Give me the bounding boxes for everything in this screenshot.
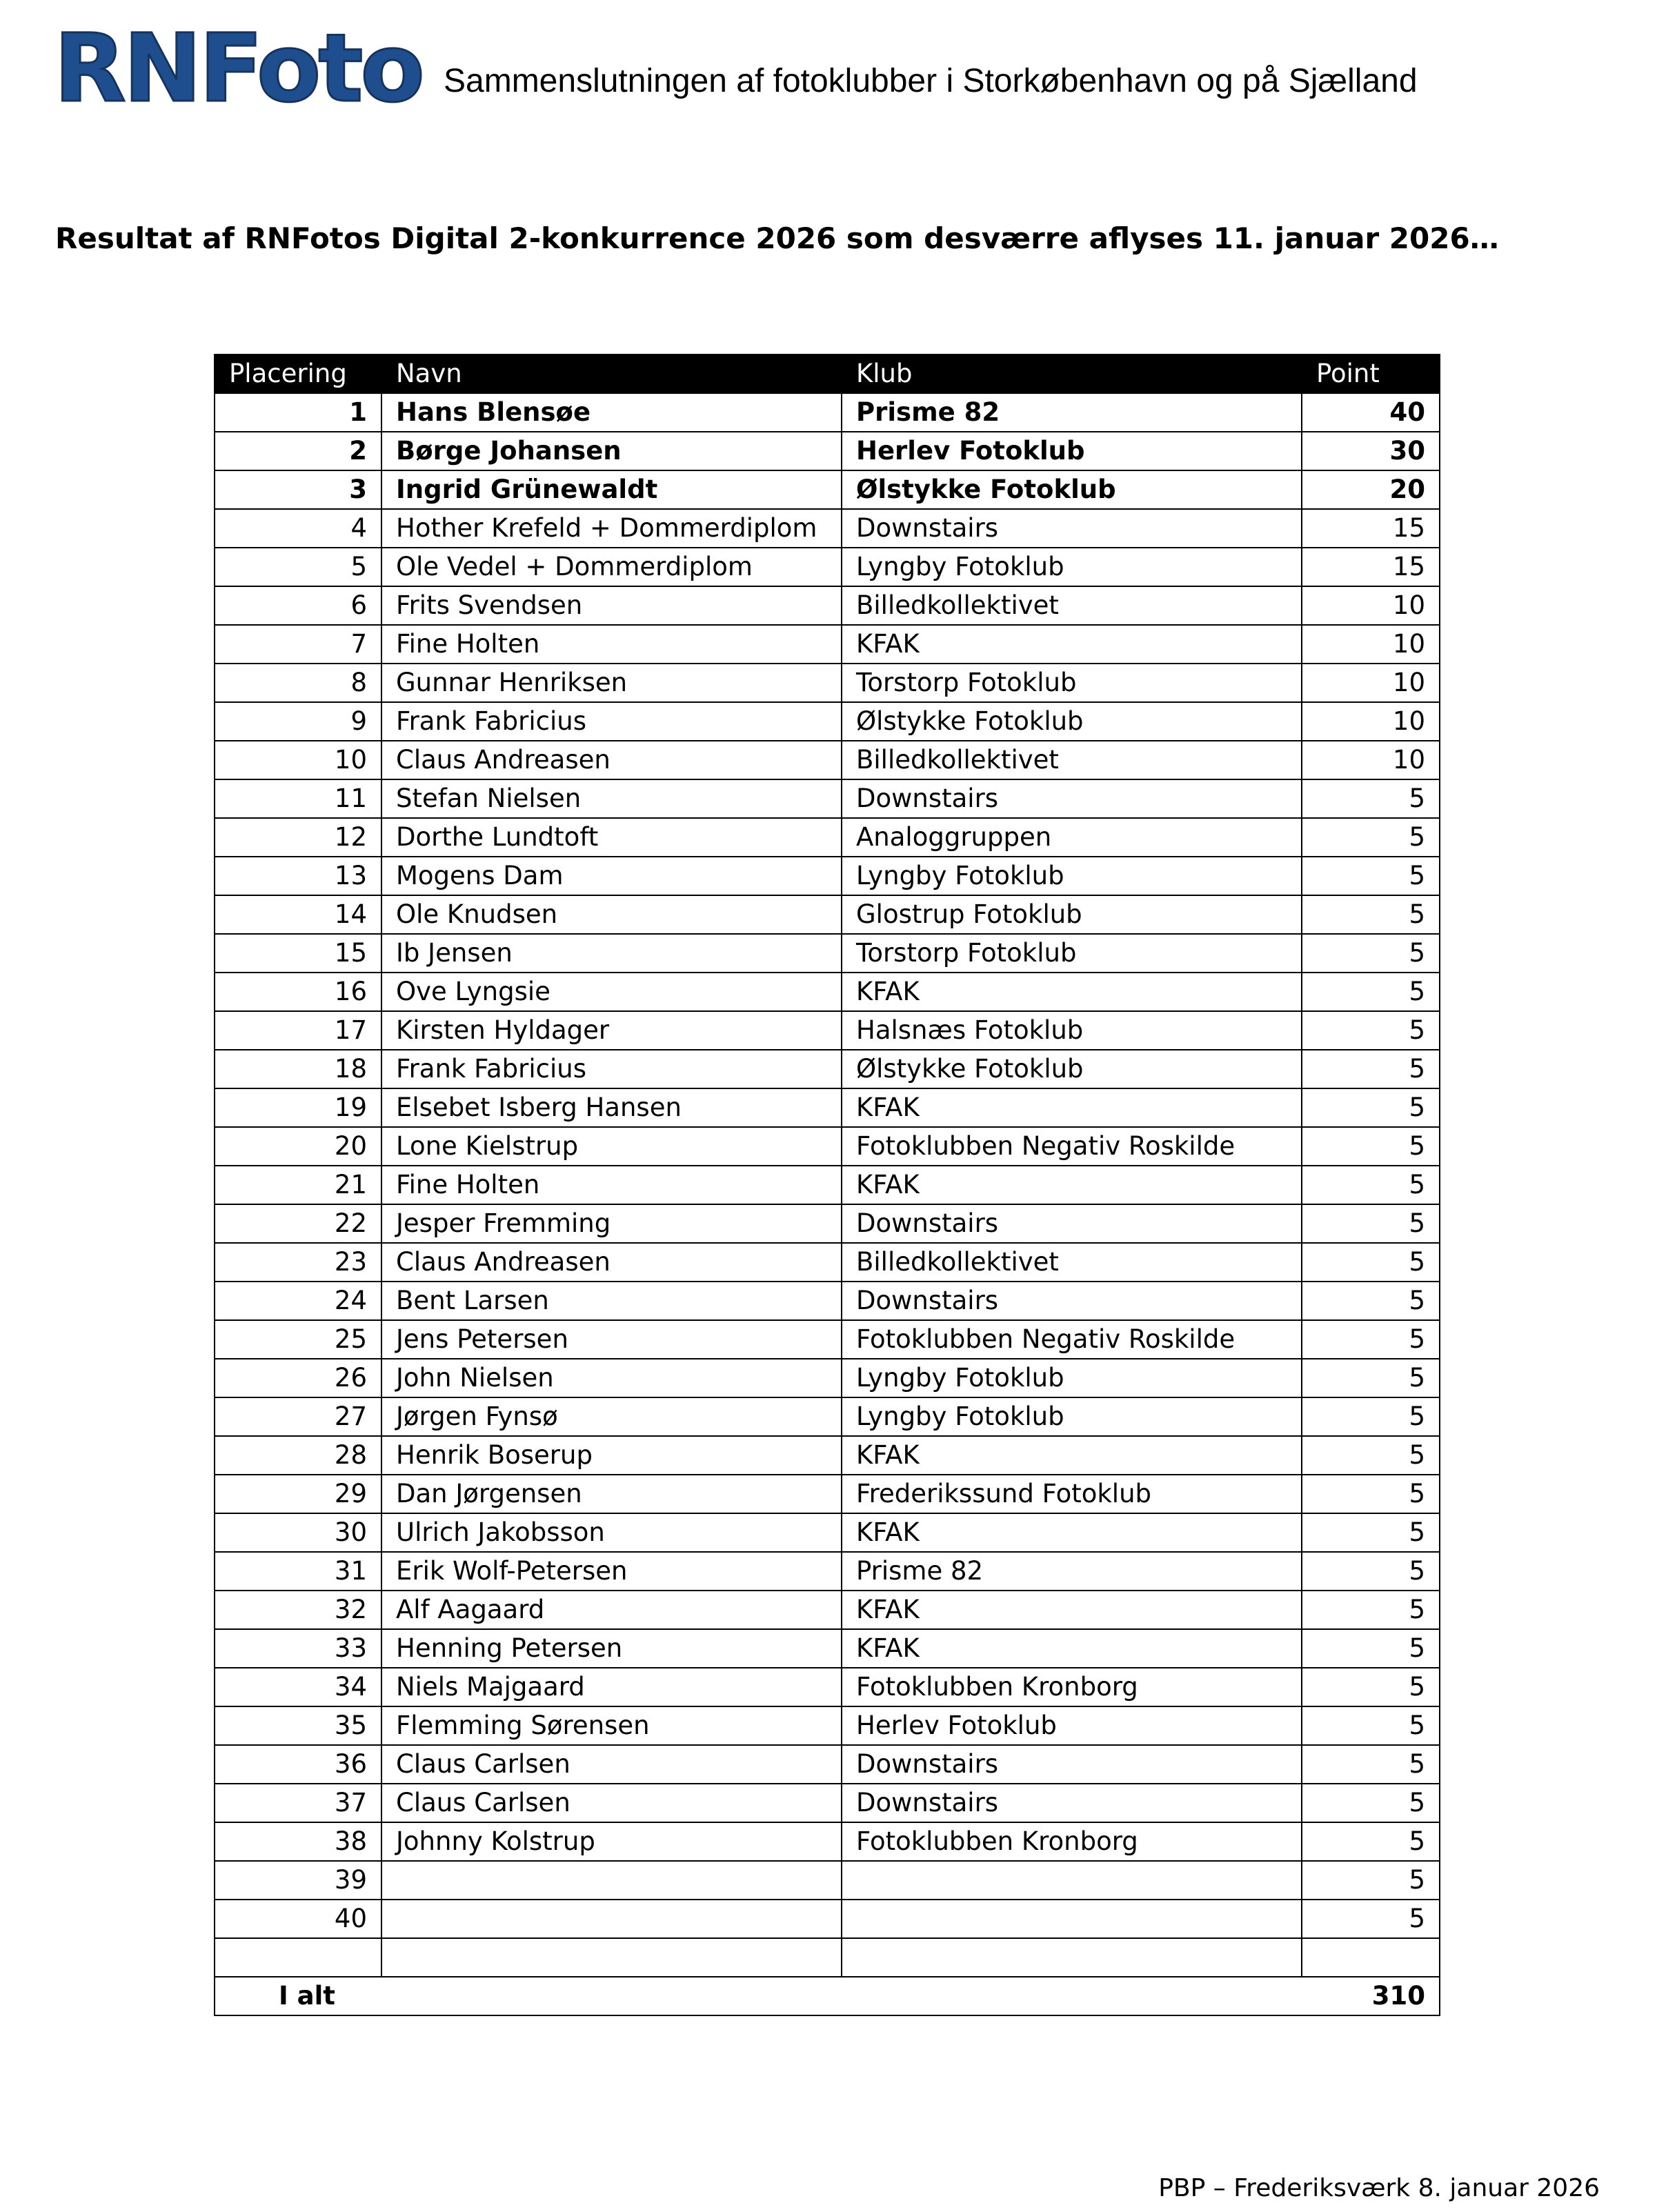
cell-point: 5 <box>1302 895 1440 934</box>
cell-navn: Elsebet Isberg Hansen <box>381 1088 842 1127</box>
table-row <box>215 586 1440 625</box>
total-row <box>215 1977 1440 2015</box>
cell-point: 5 <box>1302 1513 1440 1552</box>
cell-placering: 27 <box>215 1397 381 1436</box>
table-row <box>215 857 1440 895</box>
cell-placering: 33 <box>215 1629 381 1668</box>
cell-point: 5 <box>1302 1127 1440 1166</box>
cell-klub: Fotoklubben Negativ Roskilde <box>842 1320 1302 1359</box>
table-row <box>215 1243 1440 1282</box>
rnfoto-logo: RNFoto <box>54 14 422 123</box>
cell-navn: Lone Kielstrup <box>381 1127 842 1166</box>
cell-navn: Mogens Dam <box>381 857 842 895</box>
cell-point: 5 <box>1302 1861 1440 1900</box>
table-row <box>215 432 1440 470</box>
cell-point: 15 <box>1302 509 1440 548</box>
cell-navn: Flemming Sørensen <box>381 1706 842 1745</box>
cell-point: 5 <box>1302 1320 1440 1359</box>
cell-navn: Hother Krefeld + Dommerdiplom <box>381 509 842 548</box>
table-row <box>215 1359 1440 1397</box>
cell-placering: 7 <box>215 625 381 664</box>
table-row <box>215 1436 1440 1475</box>
cell-navn: Jesper Fremming <box>381 1204 842 1243</box>
table-row <box>215 1629 1440 1668</box>
cell-placering: 30 <box>215 1513 381 1552</box>
table-row <box>215 1088 1440 1127</box>
header-placering: Placering <box>215 355 381 393</box>
cell-point: 5 <box>1302 1591 1440 1629</box>
cell-point: 5 <box>1302 1282 1440 1320</box>
cell-klub: KFAK <box>842 1436 1302 1475</box>
cell-klub: Halsnæs Fotoklub <box>842 1011 1302 1050</box>
cell-klub: Downstairs <box>842 509 1302 548</box>
cell-placering: 31 <box>215 1552 381 1591</box>
cell-klub: Ølstykke Fotoklub <box>842 1050 1302 1088</box>
table-row <box>215 1513 1440 1552</box>
cell-point: 5 <box>1302 1629 1440 1668</box>
table-row <box>215 818 1440 857</box>
cell-placering: 20 <box>215 1127 381 1166</box>
cell-klub: Lyngby Fotoklub <box>842 1397 1302 1436</box>
table-row <box>215 934 1440 973</box>
cell-navn: Hans Blensøe <box>381 393 842 432</box>
cell-navn: Gunnar Henriksen <box>381 664 842 702</box>
cell-navn: John Nielsen <box>381 1359 842 1397</box>
cell-navn: Ingrid Grünewaldt <box>381 470 842 509</box>
table-row <box>215 1282 1440 1320</box>
cell-navn: Claus Andreasen <box>381 1243 842 1282</box>
cell-placering: 19 <box>215 1088 381 1127</box>
cell-klub: KFAK <box>842 1088 1302 1127</box>
cell-navn: Henning Petersen <box>381 1629 842 1668</box>
cell-navn: Ulrich Jakobsson <box>381 1513 842 1552</box>
cell-placering: 17 <box>215 1011 381 1050</box>
cell-navn: Frank Fabricius <box>381 1050 842 1088</box>
cell-placering: 39 <box>215 1861 381 1900</box>
cell-klub: Lyngby Fotoklub <box>842 1359 1302 1397</box>
total-blank-cell <box>381 1977 842 2015</box>
table-row <box>215 1668 1440 1706</box>
table-row <box>215 1011 1440 1050</box>
header-klub: Klub <box>842 355 1302 393</box>
table-row <box>215 548 1440 586</box>
cell-klub: KFAK <box>842 1513 1302 1552</box>
cell-klub: Frederikssund Fotoklub <box>842 1475 1302 1513</box>
cell-navn: Bent Larsen <box>381 1282 842 1320</box>
cell-point: 10 <box>1302 664 1440 702</box>
cell-klub: Glostrup Fotoklub <box>842 895 1302 934</box>
results-table <box>214 354 1440 2016</box>
cell-placering: 18 <box>215 1050 381 1088</box>
cell-point: 30 <box>1302 432 1440 470</box>
cell-point: 5 <box>1302 1088 1440 1127</box>
cell-point: 40 <box>1302 393 1440 432</box>
cell-placering <box>215 1938 381 1977</box>
cell-placering: 21 <box>215 1166 381 1204</box>
cell-navn: Jens Petersen <box>381 1320 842 1359</box>
table-row <box>215 509 1440 548</box>
table-row <box>215 895 1440 934</box>
cell-klub <box>842 1938 1302 1977</box>
table-row <box>215 393 1440 432</box>
footer-note: PBP – Frederiksværk 8. januar 2026 <box>1158 2174 1600 2202</box>
table-row <box>215 1745 1440 1784</box>
table-row <box>215 1204 1440 1243</box>
table-row <box>215 1166 1440 1204</box>
cell-placering: 15 <box>215 934 381 973</box>
cell-placering: 29 <box>215 1475 381 1513</box>
cell-klub: Billedkollektivet <box>842 586 1302 625</box>
cell-navn: Erik Wolf-Petersen <box>381 1552 842 1591</box>
cell-placering: 23 <box>215 1243 381 1282</box>
table-header-row <box>215 355 1440 393</box>
cell-point: 5 <box>1302 1668 1440 1706</box>
cell-point: 5 <box>1302 1436 1440 1475</box>
cell-placering: 38 <box>215 1822 381 1861</box>
header-point: Point <box>1302 355 1440 393</box>
cell-klub: KFAK <box>842 1591 1302 1629</box>
cell-klub: Billedkollektivet <box>842 741 1302 779</box>
cell-point: 5 <box>1302 1552 1440 1591</box>
cell-placering: 10 <box>215 741 381 779</box>
cell-point <box>1302 1938 1440 1977</box>
table-row <box>215 664 1440 702</box>
cell-navn <box>381 1900 842 1938</box>
table-row <box>215 1900 1440 1938</box>
cell-navn: Niels Majgaard <box>381 1668 842 1706</box>
cell-klub: Downstairs <box>842 1784 1302 1822</box>
cell-klub: KFAK <box>842 1629 1302 1668</box>
cell-placering: 5 <box>215 548 381 586</box>
cell-navn: Claus Carlsen <box>381 1784 842 1822</box>
table-row <box>215 779 1440 818</box>
cell-klub: Fotoklubben Kronborg <box>842 1822 1302 1861</box>
cell-point: 5 <box>1302 1050 1440 1088</box>
cell-klub: Billedkollektivet <box>842 1243 1302 1282</box>
cell-navn: Fine Holten <box>381 1166 842 1204</box>
cell-navn: Stefan Nielsen <box>381 779 842 818</box>
cell-placering: 14 <box>215 895 381 934</box>
cell-placering: 25 <box>215 1320 381 1359</box>
cell-placering: 6 <box>215 586 381 625</box>
cell-point: 5 <box>1302 818 1440 857</box>
organization-subtitle: Sammenslutningen af fotoklubber i Storkøbenhavn og på Sjælland <box>444 63 1418 99</box>
cell-placering: 36 <box>215 1745 381 1784</box>
table-row <box>215 625 1440 664</box>
cell-point: 20 <box>1302 470 1440 509</box>
cell-navn: Dorthe Lundtoft <box>381 818 842 857</box>
cell-placering: 9 <box>215 702 381 741</box>
total-blank-cell <box>842 1977 1302 2015</box>
cell-point: 10 <box>1302 702 1440 741</box>
cell-klub: Downstairs <box>842 1204 1302 1243</box>
cell-point: 10 <box>1302 625 1440 664</box>
cell-navn <box>381 1861 842 1900</box>
results-body <box>215 393 1440 1977</box>
cell-klub: Analoggruppen <box>842 818 1302 857</box>
cell-navn: Ove Lyngsie <box>381 973 842 1011</box>
cell-point: 5 <box>1302 1397 1440 1436</box>
cell-klub: Lyngby Fotoklub <box>842 548 1302 586</box>
cell-point: 5 <box>1302 1243 1440 1282</box>
cell-point: 5 <box>1302 1475 1440 1513</box>
cell-klub: Torstorp Fotoklub <box>842 664 1302 702</box>
cell-klub <box>842 1900 1302 1938</box>
cell-point: 5 <box>1302 1745 1440 1784</box>
cell-point: 5 <box>1302 779 1440 818</box>
cell-navn: Claus Carlsen <box>381 1745 842 1784</box>
cell-placering: 34 <box>215 1668 381 1706</box>
table-row <box>215 1552 1440 1591</box>
cell-navn: Johnny Kolstrup <box>381 1822 842 1861</box>
cell-placering: 28 <box>215 1436 381 1475</box>
cell-klub: Herlev Fotoklub <box>842 432 1302 470</box>
table-row <box>215 1475 1440 1513</box>
cell-point: 5 <box>1302 1011 1440 1050</box>
cell-klub: KFAK <box>842 625 1302 664</box>
cell-klub: KFAK <box>842 973 1302 1011</box>
cell-klub: Herlev Fotoklub <box>842 1706 1302 1745</box>
total-label: I alt <box>215 1977 381 2015</box>
cell-placering: 12 <box>215 818 381 857</box>
cell-placering: 35 <box>215 1706 381 1745</box>
table-row <box>215 741 1440 779</box>
cell-point: 5 <box>1302 1706 1440 1745</box>
cell-navn: Kirsten Hyldager <box>381 1011 842 1050</box>
cell-navn: Henrik Boserup <box>381 1436 842 1475</box>
cell-klub: Downstairs <box>842 1745 1302 1784</box>
table-row <box>215 1784 1440 1822</box>
cell-point: 15 <box>1302 548 1440 586</box>
table-row <box>215 1822 1440 1861</box>
table-row <box>215 1861 1440 1900</box>
cell-point: 10 <box>1302 586 1440 625</box>
table-row <box>215 702 1440 741</box>
table-row <box>215 1397 1440 1436</box>
cell-navn: Dan Jørgensen <box>381 1475 842 1513</box>
cell-klub <box>842 1861 1302 1900</box>
cell-point: 5 <box>1302 1784 1440 1822</box>
table-row <box>215 1591 1440 1629</box>
cell-placering: 3 <box>215 470 381 509</box>
table-row <box>215 1320 1440 1359</box>
table-row <box>215 973 1440 1011</box>
cell-klub: Prisme 82 <box>842 1552 1302 1591</box>
cell-klub: Downstairs <box>842 779 1302 818</box>
table-row <box>215 1938 1440 1977</box>
cell-point: 5 <box>1302 1204 1440 1243</box>
cell-placering: 4 <box>215 509 381 548</box>
cell-placering: 37 <box>215 1784 381 1822</box>
cell-placering: 1 <box>215 393 381 432</box>
cell-klub: Prisme 82 <box>842 393 1302 432</box>
cell-placering: 16 <box>215 973 381 1011</box>
cell-placering: 2 <box>215 432 381 470</box>
cell-navn: Børge Johansen <box>381 432 842 470</box>
cell-point: 10 <box>1302 741 1440 779</box>
cell-point: 5 <box>1302 1166 1440 1204</box>
cell-placering: 11 <box>215 779 381 818</box>
cell-navn: Ole Knudsen <box>381 895 842 934</box>
cell-point: 5 <box>1302 1822 1440 1861</box>
cell-navn: Claus Andreasen <box>381 741 842 779</box>
cell-klub: Ølstykke Fotoklub <box>842 470 1302 509</box>
header-navn: Navn <box>381 355 842 393</box>
cell-navn: Frank Fabricius <box>381 702 842 741</box>
cell-placering: 26 <box>215 1359 381 1397</box>
cell-placering: 24 <box>215 1282 381 1320</box>
cell-klub: Torstorp Fotoklub <box>842 934 1302 973</box>
cell-klub: Fotoklubben Kronborg <box>842 1668 1302 1706</box>
table-row <box>215 470 1440 509</box>
cell-navn: Jørgen Fynsø <box>381 1397 842 1436</box>
table-row <box>215 1706 1440 1745</box>
total-points: 310 <box>1302 1977 1440 2015</box>
cell-placering: 8 <box>215 664 381 702</box>
cell-point: 5 <box>1302 857 1440 895</box>
cell-klub: KFAK <box>842 1166 1302 1204</box>
cell-klub: Lyngby Fotoklub <box>842 857 1302 895</box>
cell-placering: 22 <box>215 1204 381 1243</box>
page-title: Resultat af RNFotos Digital 2-konkurrence 2026 som desværre aflyses 11. januar 2026… <box>55 221 1499 255</box>
cell-navn: Ib Jensen <box>381 934 842 973</box>
cell-point: 5 <box>1302 973 1440 1011</box>
table-row <box>215 1050 1440 1088</box>
cell-navn: Frits Svendsen <box>381 586 842 625</box>
cell-navn: Ole Vedel + Dommerdiplom <box>381 548 842 586</box>
cell-klub: Ølstykke Fotoklub <box>842 702 1302 741</box>
cell-navn <box>381 1938 842 1977</box>
cell-klub: Fotoklubben Negativ Roskilde <box>842 1127 1302 1166</box>
cell-placering: 40 <box>215 1900 381 1938</box>
cell-navn: Fine Holten <box>381 625 842 664</box>
cell-point: 5 <box>1302 1359 1440 1397</box>
table-row <box>215 1127 1440 1166</box>
cell-placering: 13 <box>215 857 381 895</box>
cell-point: 5 <box>1302 1900 1440 1938</box>
cell-navn: Alf Aagaard <box>381 1591 842 1629</box>
cell-klub: Downstairs <box>842 1282 1302 1320</box>
cell-point: 5 <box>1302 934 1440 973</box>
cell-placering: 32 <box>215 1591 381 1629</box>
